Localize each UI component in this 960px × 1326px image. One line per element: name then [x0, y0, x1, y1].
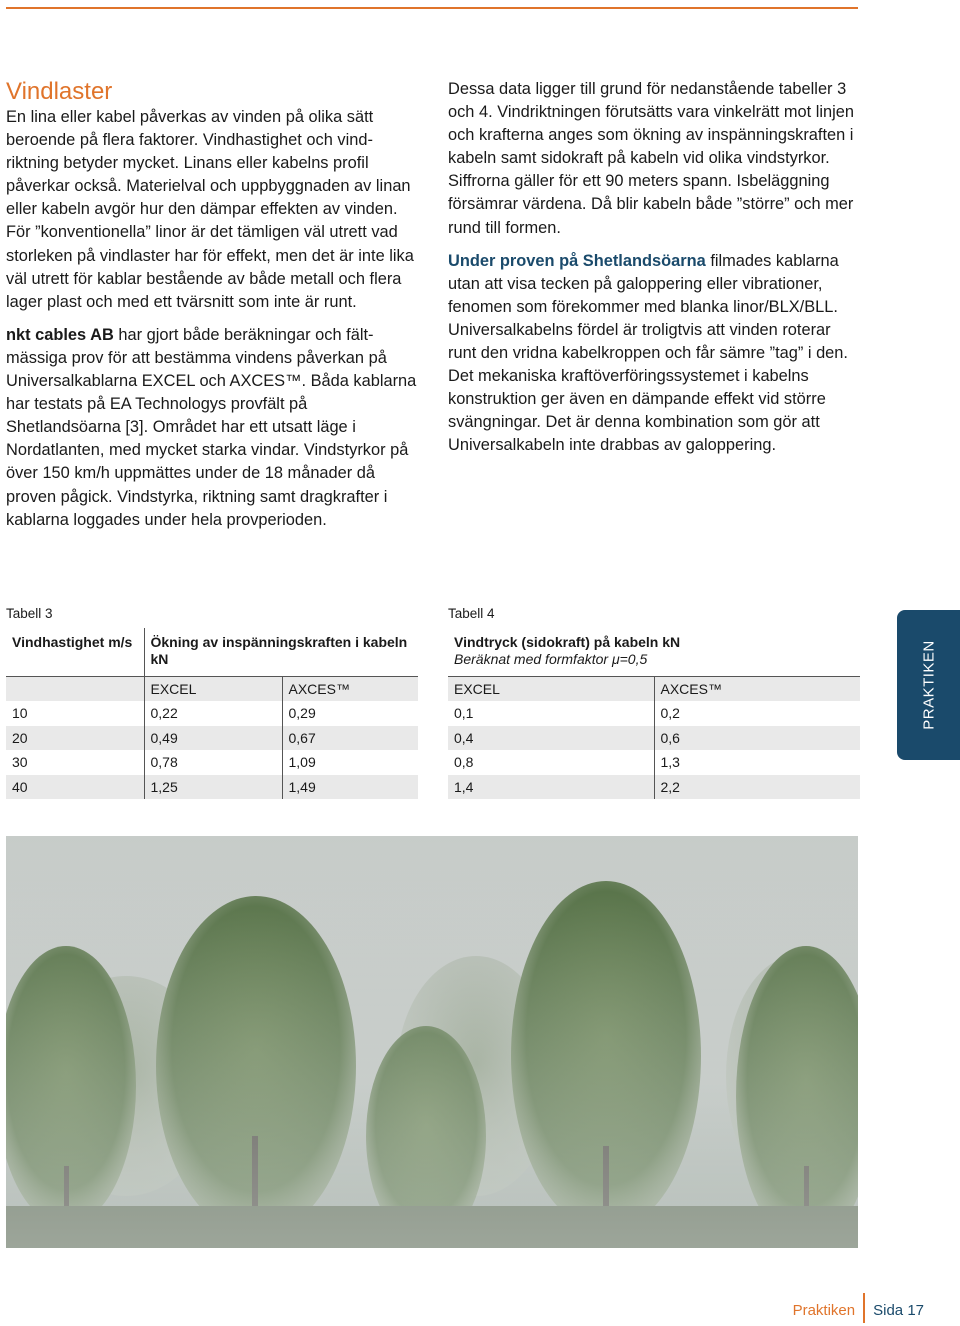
table-row: 30 0,78 1,09: [6, 750, 418, 775]
table-row: 1,4 2,2: [448, 775, 860, 800]
table3-col-excel: EXCEL: [144, 676, 282, 701]
windblown-trees-photo: [6, 836, 858, 1248]
section-tab: [897, 610, 960, 760]
table4-header: Vindtryck (sidokraft) på kabeln kN Beräknat med formfaktor μ=0,5: [448, 628, 860, 676]
table3: [6, 628, 418, 799]
table-row: 0,1 0,2: [448, 701, 860, 726]
table3-header-speed: Vindhastighet m/s: [12, 634, 133, 650]
intro-paragraph: En lina eller kabel påverkas av vinden på olika sätt beroende på flera faktorer. Vindhastighet och vindriktning betyder mycket. Linans eller kabelns profil påverkar också. Materielval och uppbyggnaden av linan eller kabeln avgör hur den dämpar effekten av vinden. För ”konventionella” linor är det tämligen väl utrett vad storleken på vindlaster har för effekt, men det är inte lika väl utrett för kablar bestående av både metall och flera lager plast och med ett tvärsnitt som inte är runt.: [6, 108, 414, 311]
trees-illustration: [6, 836, 858, 1248]
shetland-paragraph: Under proven på Shetlandsöarna filmades kablarna utan att visa tecken på galoppering eller vibrationer, fenomen som förekommer med blanka linor/BLX/BLL. Universalkabelns fördel är troligtvis att vinden roterar runt den vridna kabelkroppen och får sämre ”tag” i den. Det mekaniska kraftöverföringssystemet i kabelns konstruktion ger även en dämpande effekt vid större svängningar. Det är denna kombination som gör att Universalkabeln inte drabbas av galoppering.: [448, 251, 848, 455]
top-rule: [6, 7, 858, 9]
page-footer: [793, 1296, 924, 1326]
left-column: [6, 78, 418, 532]
test-paragraph: nkt cables AB har gjort både beräkningar och fältmässiga prov för att bestämma vindens påverkan på Universalkablarna EXCEL och AXCES™. Båda kablarna har testats på EA Technologys provfält på Shetlandsöarna [3]. Området har ett utsatt läge i Nordatlanten, med mycket starka vindar. Vindstyrkor på över 150 km/h uppmättes under de 18 månader då proven pågick. Vindstyrka, riktning samt dragkrafter i kablarna loggades under hela provperioden.: [6, 325, 417, 529]
footer-divider: [863, 1293, 865, 1323]
table-row: 10 0,22 0,29: [6, 701, 418, 726]
brand-name: nkt cables AB: [6, 325, 114, 344]
section-tab-label: PRAKTIKEN: [920, 640, 937, 730]
table4-caption: Tabell 4: [448, 606, 495, 621]
data-paragraph: Dessa data ligger till grund för nedanstående tabeller 3 och 4. Vindriktningen förutsätts vara vinkelrätt mot linjen och krafterna anges som ökning av inspänningskraften i kabeln samt sidokraft på kabeln vid olika vindstyrkor. Siffrorna gäller för ett 90 meters spann. Isbeläggning försämrar värdena. Då blir kabeln både ”större” och mer rund till formen.: [448, 80, 855, 237]
table4-subheader: Beräknat med formfaktor μ=0,5: [454, 651, 648, 667]
table-row: 0,4 0,6: [448, 726, 860, 751]
right-column: [448, 78, 860, 458]
table4: [448, 628, 860, 799]
table3-col-axces: AXCES™: [282, 676, 418, 701]
table-row: 20 0,49 0,67: [6, 726, 418, 751]
table4-col-excel: EXCEL: [448, 676, 654, 701]
footer-page-number: Sida 17: [873, 1301, 924, 1319]
page-title: Vindlaster: [6, 78, 113, 105]
table3-caption: Tabell 3: [6, 606, 53, 621]
table-row: 0,8 1,3: [448, 750, 860, 775]
table3-header-increase: Ökning av inspänningskraften i kabeln kN: [144, 628, 418, 676]
shetland-heading: Under proven på Shetlandsöarna: [448, 251, 706, 270]
table4-col-axces: AXCES™: [654, 676, 860, 701]
table-row: 40 1,25 1,49: [6, 775, 418, 800]
footer-section: Praktiken: [792, 1301, 856, 1319]
